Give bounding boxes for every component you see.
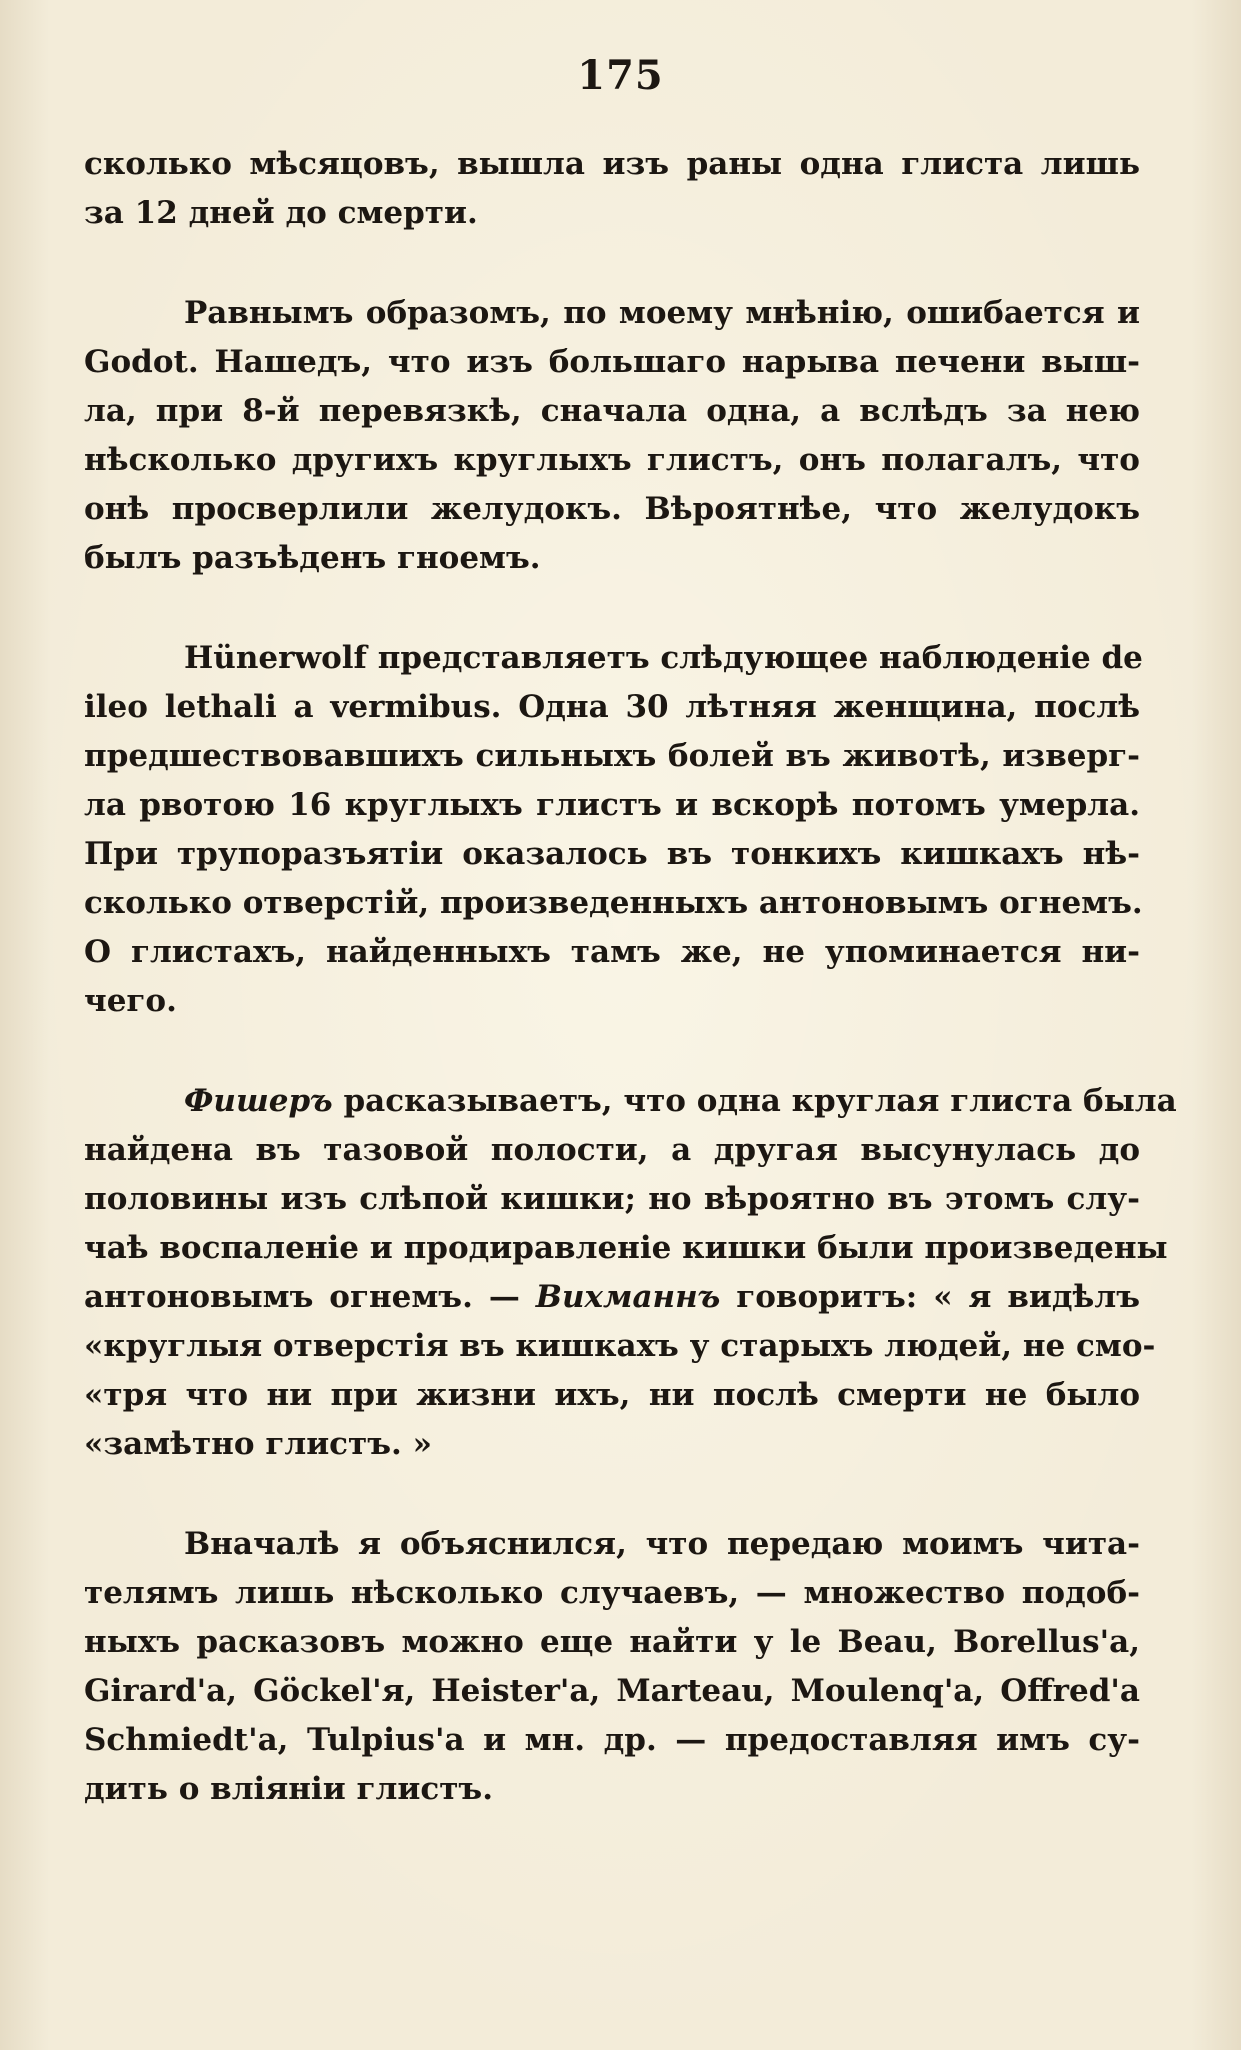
text-line: чего. [84, 983, 177, 1019]
text-line: ла, при 8-й перевязкѣ, сначала одна, а вслѣдъ за нею [84, 393, 1140, 429]
text-line: онѣ просверлили желудокъ. Вѣроятнѣе, что желудокъ [84, 491, 1140, 527]
paragraph-1 [84, 140, 1140, 238]
text-line: найдена въ тазовой полости, а другая высунулась до [84, 1132, 1140, 1168]
paragraph-2 [84, 289, 1140, 583]
paragraph-3 [84, 634, 1143, 1026]
text-line: «тря что ни при жизни ихъ, ни послѣ смерти не было [84, 1377, 1140, 1413]
text-line: предшествовавшихъ сильныхъ болей въ животѣ, изверг- [84, 738, 1140, 774]
text-line: Hünerwolf представляетъ слѣдующее наблюденіе de [184, 640, 1143, 676]
text-line [84, 1077, 1177, 1126]
text-line: телямъ лишь нѣсколько случаевъ, — множество подоб- [84, 1575, 1140, 1611]
paragraph-gap [84, 1026, 1140, 1077]
text-line: ileo lethali a vermibus. Одна 30 лѣтняя женщина, послѣ [84, 689, 1140, 725]
page-text [84, 140, 1177, 1814]
text-segment: расказываетъ, что одна круглая глиста была [332, 1083, 1177, 1119]
text-line: былъ разъѣденъ гноемъ. [84, 540, 541, 576]
text-line: сколько отверстій, произведенныхъ антоновымъ огнемъ. [84, 885, 1143, 921]
paragraph-gap [84, 1469, 1140, 1520]
text-line: Girard'а, Göckel'я, Heister'а, Marteau, Moulenq'а, Offred'а [84, 1673, 1140, 1709]
author-name-fisher: Фишеръ [184, 1083, 333, 1119]
text-line: ныхъ расказовъ можно еще найти у le Beau, Borellus'а, [84, 1624, 1140, 1660]
paragraph-5 [84, 1520, 1140, 1814]
text-line: за 12 дней до смерти. [84, 195, 478, 231]
text-line: сколько мѣсяцовъ, вышла изъ раны одна глиста лишь [84, 146, 1140, 182]
paragraph-gap [84, 583, 1140, 634]
text-line: половины изъ слѣпой кишки; но вѣроятно въ этомъ слу- [84, 1181, 1140, 1217]
text-line: О глистахъ, найденныхъ тамъ же, не упоминается ни- [84, 934, 1140, 970]
text-line [84, 1273, 1140, 1322]
text-line: ла рвотою 16 круглыхъ глистъ и вскорѣ потомъ умерла. [84, 787, 1140, 823]
paragraph-4 [84, 1077, 1177, 1469]
text-line: При трупоразъятіи оказалось въ тонкихъ кишкахъ нѣ- [84, 836, 1140, 872]
page-number: 175 [577, 52, 664, 99]
text-line: Равнымъ образомъ, по моему мнѣнію, ошибается и [184, 295, 1140, 331]
text-line: Godot. Нашедъ, что изъ большаго нарыва печени выш- [84, 344, 1140, 380]
text-line: чаѣ воспаленіе и продиравленіе кишки были произведены [84, 1230, 1168, 1266]
author-name-wichmann: Вихманнъ [535, 1279, 721, 1315]
text-segment: антоновымъ огнемъ. — [84, 1279, 536, 1315]
text-segment: говоритъ: « я видѣлъ [720, 1279, 1140, 1315]
text-line: Вначалѣ я объяснился, что передаю моимъ чита- [184, 1526, 1140, 1562]
text-line: Schmiedt'а, Tulpius'а и мн. др. — предоставляя имъ су- [84, 1722, 1140, 1758]
text-line: дить о вліяніи глистъ. [84, 1771, 493, 1807]
text-line: нѣсколько другихъ круглыхъ глистъ, онъ полагалъ, что [84, 442, 1140, 478]
paragraph-gap [84, 238, 1140, 289]
text-line: «замѣтно глистъ. » [84, 1426, 433, 1462]
text-line: «круглыя отверстія въ кишкахъ у старыхъ людей, не смо- [84, 1328, 1156, 1364]
